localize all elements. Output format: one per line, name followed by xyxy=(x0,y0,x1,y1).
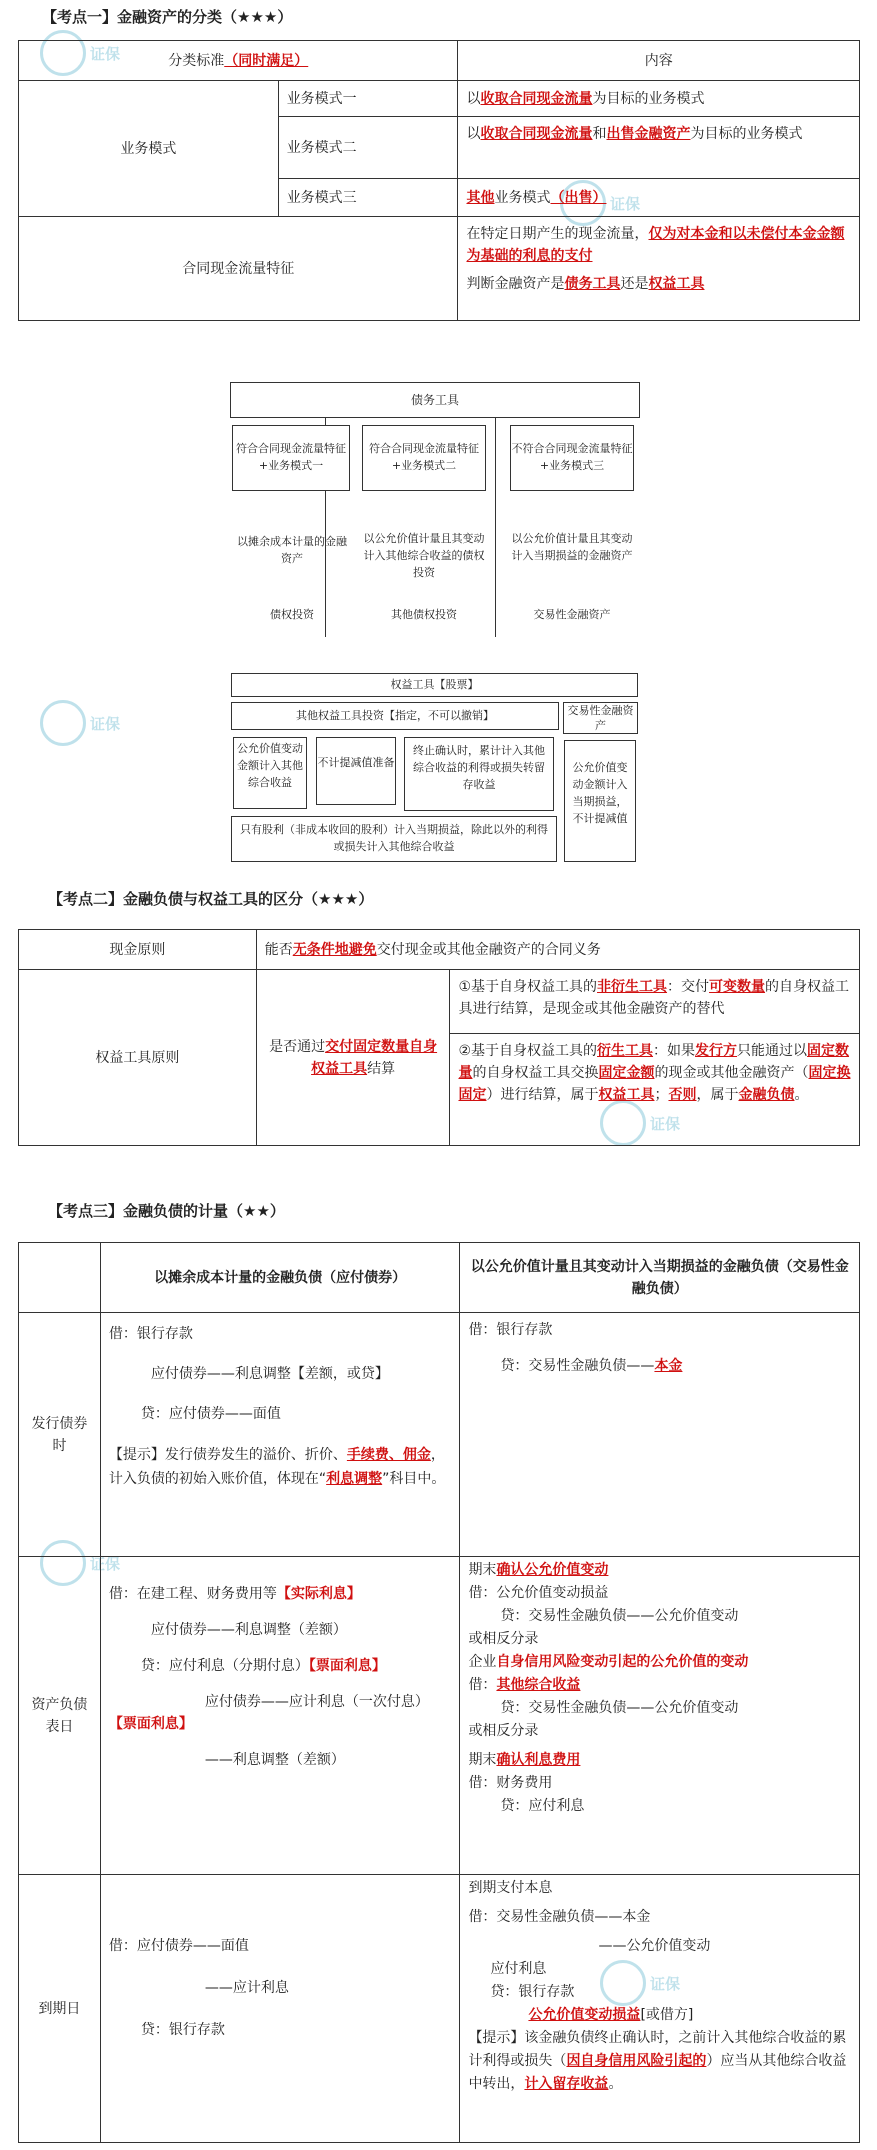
balance-sheet-fvtpl: 期末确认公允价值变动 借：公允价值变动损益 贷：交易性金融负债——公允价值变动 或相反分录 企业自身信用风险变动引起的公允价值的变动 借：其他综合收益 贷：交易性金融负债——公允价值变动 或相反分录 期末确认利息费用 借：财务费用 贷：应付利息 xyxy=(460,1557,860,1875)
diagram-debt-top: 债务工具 xyxy=(230,382,640,418)
cash-flow-label: 合同现金流量特征 xyxy=(19,217,458,321)
diagram-equity-trading: 交易性金融资产 xyxy=(563,702,638,734)
issuance-fvtpl: 借：银行存款 贷：交易性金融负债——本金 xyxy=(460,1313,860,1557)
issuance-amortized: 借：银行存款 应付债券——利息调整【差额，或贷】 贷：应付债券——面值 【提示】发行债券发生的溢价、折价、手续费、佣金，计入负债的初始入账价值，体现在“利息调整”科目中。 xyxy=(100,1313,460,1557)
header-blank xyxy=(19,1243,101,1313)
diagram-equity-sub-4: 公允价值变动金额计入当期损益，不计提减值 xyxy=(564,740,636,862)
watermark: 证保 xyxy=(600,1100,680,1146)
watermark: 证保 xyxy=(560,180,640,226)
derivative-desc: ②基于自身权益工具的衍生工具：如果发行方只能通过以固定数量的自身权益工具交换固定金额的现金或其他金融资产（固定换固定）进行结算，属于权益工具；否则，属于金融负债。 xyxy=(450,1034,860,1146)
diagram-debt-measure-2: 以公允价值计量且其变动计入其他综合收益的债权投资 xyxy=(363,532,485,579)
business-model-2-desc: 以收取合同现金流量和出售金融资产为目标的业务模式 xyxy=(458,117,860,179)
diagram-equity-bottom: 只有股利（非成本收回的股利）计入当期损益，除此以外的利得或损失计入其他综合收益 xyxy=(231,816,557,862)
business-model-2: 业务模式二 xyxy=(278,117,458,179)
business-model-label: 业务模式 xyxy=(19,81,279,217)
liability-measurement-table xyxy=(18,1242,860,2143)
classification-table xyxy=(18,40,860,321)
diagram-equity-sub-3: 终止确认时，累计计入其他综合收益的利得或损失转留存收益 xyxy=(404,737,554,811)
diagram-debt-box-2: 符合合同现金流量特征+业务模式二 xyxy=(362,425,486,491)
diagram-debt-measure-3: 以公允价值计量且其变动计入当期损益的金融资产 xyxy=(511,532,633,562)
diagram-debt-account-2: 其他债权投资 xyxy=(391,608,457,621)
diagram-equity-sub-2: 不计提减值准备 xyxy=(316,737,396,805)
watermark: 证保 xyxy=(600,1960,680,2006)
row-maturity-label: 到期日 xyxy=(19,1875,101,2143)
diagram-debt-account-1: 债权投资 xyxy=(270,608,314,621)
section1-heading: 【考点一】金融资产的分类（★★★） xyxy=(42,8,293,26)
business-model-1-desc: 以收取合同现金流量为目标的业务模式 xyxy=(458,81,860,117)
row-issuance-label: 发行债券时 xyxy=(19,1313,101,1557)
diagram-equity-top: 权益工具【股票】 xyxy=(231,673,638,697)
header-amortized-cost: 以摊余成本计量的金融负债（应付债券） xyxy=(100,1243,460,1313)
diagram-equity-sub-1: 公允价值变动金额计入其他综合收益 xyxy=(233,737,307,809)
cash-flow-desc: 在特定日期产生的现金流量，仅为对本金和以未偿付本金金额为基础的利息的支付 判断金融资产是债务工具还是权益工具 xyxy=(458,217,860,321)
section2-heading: 【考点二】金融负债与权益工具的区分（★★★） xyxy=(48,890,374,908)
watermark: 证保 xyxy=(40,30,120,76)
business-model-3-desc: 其他业务模式（出售） xyxy=(458,179,860,217)
watermark: 证保 xyxy=(40,1540,120,1586)
non-derivative-desc: ①基于自身权益工具的非衍生工具：交付可变数量的自身权益工具进行结算，是现金或其他金融资产的替代 xyxy=(450,970,860,1034)
header-content: 内容 xyxy=(458,41,860,81)
divider xyxy=(495,417,496,637)
diagram-debt-account-3: 交易性金融资产 xyxy=(533,608,611,621)
maturity-amortized: 借：应付债券——面值 ——应计利息 贷：银行存款 xyxy=(100,1875,460,2143)
row-balance-sheet-label: 资产负债表日 xyxy=(19,1557,101,1875)
diagram-debt-box-1: 符合合同现金流量特征+业务模式一 xyxy=(232,425,350,491)
liability-equity-table xyxy=(18,929,860,1146)
business-model-1: 业务模式一 xyxy=(278,81,458,117)
diagram-debt-box-3: 不符合合同现金流量特征+业务模式三 xyxy=(510,425,634,491)
section3-heading: 【考点三】金融负债的计量（★★） xyxy=(48,1202,285,1220)
cash-principle-desc: 能否无条件地避免交付现金或其他金融资产的合同义务 xyxy=(256,930,859,970)
business-model-3: 业务模式三 xyxy=(278,179,458,217)
diagram-debt-measure-1: 以摊余成本计量的金融资产 xyxy=(237,535,347,565)
header-fvtpl: 以公允价值计量且其变动计入当期损益的金融负债（交易性金融负债） xyxy=(460,1243,860,1313)
balance-sheet-amortized: 借：在建工程、财务费用等【实际利息】 应付债券——利息调整（差额） 贷：应付利息（分期付息）【票面利息】 应付债券——应计利息（一次付息） 【票面利息】 ——利息调整（差额） xyxy=(100,1557,460,1875)
watermark: 证保 xyxy=(40,700,120,746)
diagram-equity-oci: 其他权益工具投资【指定，不可以撤销】 xyxy=(231,702,559,730)
header-criteria: 分类标准（同时满足） xyxy=(19,41,458,81)
equity-principle-label: 权益工具原则 xyxy=(19,970,257,1146)
equity-principle-criteria: 是否通过交付固定数量自身权益工具结算 xyxy=(256,970,450,1146)
maturity-fvtpl: 到期支付本息 借：交易性金融负债——本金 ——公允价值变动 应付利息 贷：银行存款 公允价值变动损益[或借方] 【提示】该金融负债终止确认时，之前计入其他综合收益的累计利得或损失（因自身信用风险引起的）应当从其他综合收益中转出，计入留存收益。 xyxy=(460,1875,860,2143)
cash-principle-label: 现金原则 xyxy=(19,930,257,970)
